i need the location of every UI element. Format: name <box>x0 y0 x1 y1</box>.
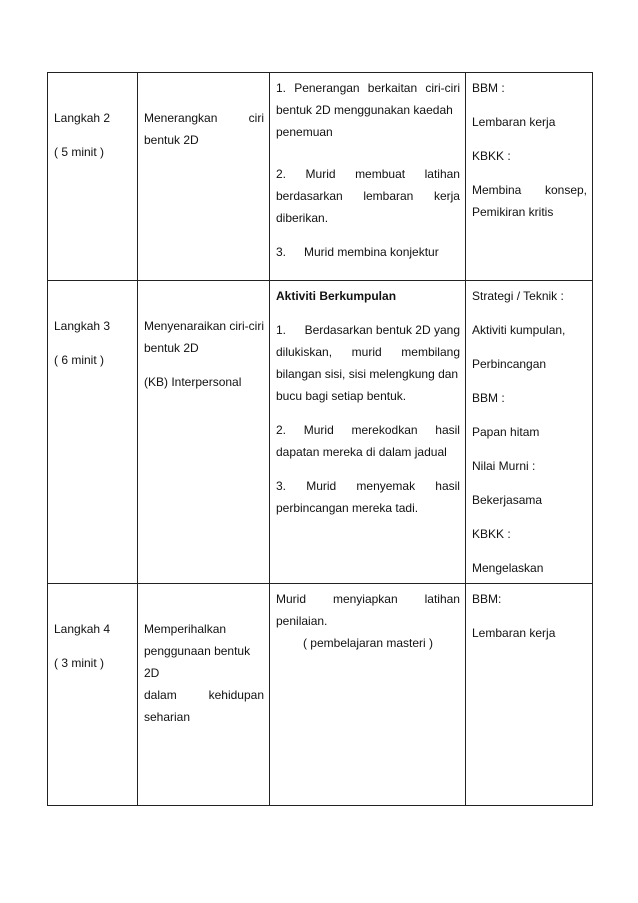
activity-text: latihan <box>424 592 460 606</box>
step-time: ( 5 minit ) <box>54 145 105 159</box>
activity-text: Murid <box>276 592 307 606</box>
content-text: dalam <box>144 688 177 702</box>
table-row <box>48 73 593 281</box>
content-text: seharian <box>144 710 191 724</box>
item-number: 2. <box>276 167 287 181</box>
activity-text: berdasarkan <box>276 189 343 203</box>
activity-text: bentuk 2D menggunakan kaedah <box>276 103 453 117</box>
content-text: ciri-ciri <box>229 319 264 333</box>
activity-text: kerja <box>433 189 460 203</box>
activity-text: Murid <box>305 167 336 181</box>
item-number: 3. <box>276 245 287 259</box>
nilai-value: Bekerjasama <box>472 493 543 507</box>
kbkk-label: KBKK : <box>472 149 511 163</box>
activity-text: penemuan <box>276 125 333 139</box>
table-row <box>48 584 593 806</box>
step-cell <box>48 281 138 584</box>
bbm-label: BBM : <box>472 81 505 95</box>
activity-heading: Aktiviti Berkumpulan <box>276 289 397 303</box>
step-cell <box>48 73 138 281</box>
strategy-label: Strategi / Teknik : <box>472 289 564 303</box>
content-text: penggunaan bentuk 2D <box>144 644 251 680</box>
content-text: Menerangkan <box>144 111 218 125</box>
step-label: Langkah 4 <box>54 622 111 636</box>
content-text: kehidupan <box>208 688 264 702</box>
activity-text: menyiapkan <box>332 592 398 606</box>
step-time: ( 3 minit ) <box>54 656 105 670</box>
lesson-plan-table <box>47 72 593 806</box>
activity-text: membilang <box>401 345 460 359</box>
nilai-label: Nilai Murni : <box>472 459 536 473</box>
item-number: 1. <box>276 81 287 95</box>
strategy-value: Perbincangan <box>472 357 547 371</box>
activity-text: perbincangan mereka tadi. <box>276 501 419 515</box>
content-text: bentuk 2D <box>144 133 199 147</box>
activity-text: dilukiskan, <box>276 345 333 359</box>
activity-text: bilangan sisi, sisi melengkung dan <box>276 367 459 381</box>
content-cell <box>138 281 270 584</box>
content-text: Memperihalkan <box>144 622 227 636</box>
kbkk-value: Membina <box>472 183 522 197</box>
content-text: bentuk 2D <box>144 341 199 355</box>
notes-cell <box>466 281 593 584</box>
activity-cell <box>270 584 466 806</box>
activity-text: Berdasarkan bentuk 2D yang <box>304 323 460 337</box>
activity-text: lembaran <box>363 189 414 203</box>
activity-text: hasil <box>435 423 460 437</box>
activity-text: diberikan. <box>276 211 329 225</box>
activity-cell <box>270 73 466 281</box>
activity-text: Murid membina konjektur <box>304 245 439 259</box>
content-text: Menyenaraikan <box>144 319 227 333</box>
activity-text: murid <box>351 345 382 359</box>
notes-cell <box>466 73 593 281</box>
activity-text: bucu bagi setiap bentuk. <box>276 389 407 403</box>
activity-text: membuat <box>355 167 406 181</box>
content-text: (KB) Interpersonal <box>144 375 242 389</box>
activity-text: dapatan mereka di dalam jadual <box>276 445 447 459</box>
notes-cell <box>466 584 593 806</box>
strategy-value: Aktiviti kumpulan, <box>472 323 566 337</box>
content-cell <box>138 584 270 806</box>
kbkk-value: Mengelaskan <box>472 561 544 575</box>
activity-text: Murid <box>306 479 337 493</box>
activity-text: Penerangan <box>294 81 360 95</box>
bbm-value: Lembaran kerja <box>472 626 556 640</box>
activity-text: ciri-ciri <box>425 81 460 95</box>
activity-text: berkaitan <box>367 81 418 95</box>
item-number: 1. <box>276 323 287 337</box>
bbm-value: Lembaran kerja <box>472 115 556 129</box>
bbm-label: BBM : <box>472 391 505 405</box>
bbm-value: Papan hitam <box>472 425 540 439</box>
step-time: ( 6 minit ) <box>54 353 105 367</box>
kbkk-value: Pemikiran kritis <box>472 205 554 219</box>
table-row <box>48 281 593 584</box>
kbkk-label: KBKK : <box>472 527 511 541</box>
step-label: Langkah 2 <box>54 111 111 125</box>
step-cell <box>48 584 138 806</box>
activity-text: penilaian. <box>276 614 328 628</box>
item-number: 2. <box>276 423 287 437</box>
activity-text: Murid <box>303 423 334 437</box>
activity-cell <box>270 281 466 584</box>
content-cell <box>138 73 270 281</box>
kbkk-value: konsep, <box>544 183 587 197</box>
step-label: Langkah 3 <box>54 319 111 333</box>
activity-text: ( pembelajaran masteri ) <box>302 636 434 650</box>
activity-text: hasil <box>435 479 460 493</box>
content-text: ciri <box>248 111 264 125</box>
item-number: 3. <box>276 479 287 493</box>
bbm-label: BBM: <box>472 592 502 606</box>
activity-text: merekodkan <box>351 423 418 437</box>
activity-text: menyemak <box>356 479 416 493</box>
activity-text: latihan <box>424 167 460 181</box>
